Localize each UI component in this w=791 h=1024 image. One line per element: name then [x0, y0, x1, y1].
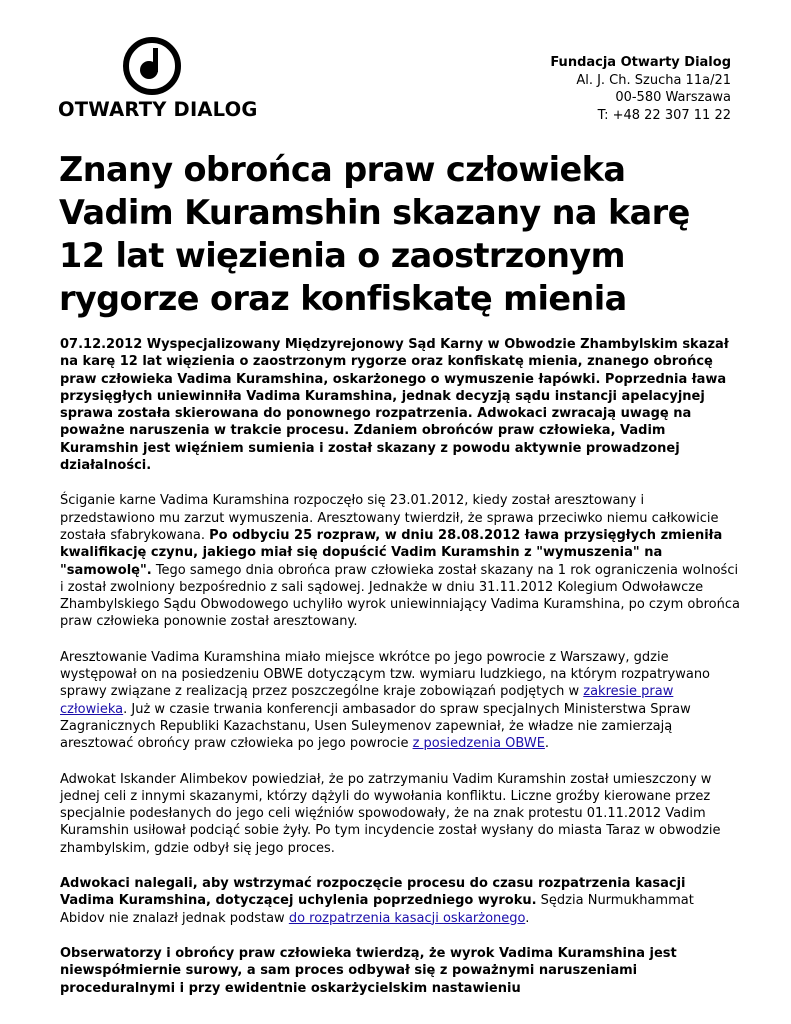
paragraph-lawyer — [60, 771, 740, 857]
otwarty-dialog-logo-icon — [122, 36, 182, 96]
paragraph-text: . — [544, 736, 550, 752]
link-cassation[interactable]: do rozpatrzenia kasacji oskarżonego — [288, 910, 526, 926]
paragraph-cassation — [60, 875, 740, 927]
address-line-1: Al. J. Ch. Szucha 11a/21 — [576, 72, 731, 88]
paragraph-bold-text: Po odbyciu 25 rozpraw, w dniu 28.08.2012 ława przysięgłych zmieniła kwalifikację czynu, jakiego miał się dopuścić Vadim Kuramshin z "wymuszenia" na "samowolę". — [60, 527, 723, 578]
contact-block — [550, 54, 731, 124]
article-body — [60, 336, 740, 1015]
link-human-rights[interactable]: zakresie praw człowieka — [60, 684, 674, 717]
organization-logo — [58, 36, 258, 121]
paragraph-text: Adwokat Iskander Alimbekov powiedział, że po zatrzymaniu Vadim Kuramshin został umieszczony w jednej celi z innymi skazanymi, którzy dążyli do wywołania konfliktu. Liczne groźby kierowane przez specjalnie podesłanych do jego celi więźniów spowodowały, że na znak protestu 01.11.2012 Vadim Kuramshin usiłował podciąć sobie żyły. Po tym incydencie został wysłany do miasta Taraz w obwodzie zhambylskim, gdzie odbył się jego proces. — [60, 771, 721, 856]
paragraph-prosecution — [60, 492, 740, 630]
organization-name: Fundacja Otwarty Dialog — [550, 55, 731, 70]
phone-number: T: +48 22 307 11 22 — [597, 107, 731, 123]
paragraph-text: Sędzia Nurmukhammat Abidov nie znalazł jednak podstaw — [60, 893, 694, 926]
paragraph-arrest — [60, 649, 740, 753]
paragraph-text: Tego samego dnia obrońca praw człowieka został skazany na 1 rok ograniczenia wolności i został zwolniony bezpośrednio z sali sądowej. Jednakże w dniu 31.11.2012 Kolegium Odwoławcze Zhambylskiego Sądu Obwodowego uchyliło wyrok uniewinniający Vadima Kuramshina, po czym obrońca praw człowieka ponownie został aresztowany. — [60, 562, 740, 630]
paragraph-text: . — [525, 910, 530, 926]
paragraph-text: Aresztowanie Vadima Kuramshina miało miejsce wkrótce po jego powrocie z Warszawy, gdzie występował on na posiedzeniu OBWE dotyczącym tzw. wymiaru ludzkiego, na którym rozpatrywano sprawy związane z realizacją przez poszczególne kraje zobowiązań podjętych w — [60, 649, 711, 700]
paragraph-text: Ściganie karne Vadima Kuramshina rozpoczęło się 23.01.2012, kiedy został aresztowany i przedstawiono mu zarzut wymuszenia. Aresztowany twierdził, że sprawa przeciwko niemu całkowicie została sfabrykowana. — [60, 493, 719, 543]
paragraph-bold-text: Obserwatorzy i obrońcy praw człowieka twierdzą, że wyrok Vadima Kuramshina jest niewspółmiernie surowy, a sam proces odbywał się z poważnymi naruszeniami proceduralnymi i przy ewidentnie oskarżycielskim nastawieniu — [60, 945, 677, 996]
paragraph-observers — [60, 945, 740, 997]
link-osce-meeting[interactable]: z posiedzenia OBWE — [412, 736, 545, 752]
address-line-2: 00-580 Warszawa — [615, 90, 731, 105]
paragraph-bold-text: Adwokaci nalegali, aby wstrzymać rozpoczęcie procesu do czasu rozpatrzenia kasacji Vadima Kuramshina, dotyczącej uchylenia poprzedniego wyroku. — [60, 876, 686, 909]
article-title: Znany obrońca praw człowieka Vadim Kuramshin skazany na karę 12 lat więzienia o zaostrzonym rygorze oraz konfiskatę mienia — [59, 150, 690, 318]
logo-wordmark: OTWARTY DIALOG — [58, 98, 258, 121]
lead-text: 07.12.2012 Wyspecjalizowany Międzyrejonowy Sąd Karny w Obwodzie Zhambylskim skazał na karę 12 lat więzienia o zaostrzonym rygorze oraz konfiskatę mienia, znanego obrońcę praw człowieka Vadima Kuramshina, oskarżonego o wymuszenie łapówki. Poprzednia ława przysięgłych uniewinniła Vadima Kuramshina, jednak decyzją sądu instancji apelacyjnej sprawa została skierowana do ponownego rozpatrzenia. Adwokaci zwracają uwagę na poważne naruszenia w trakcie procesu. Zdaniem obrońców praw człowieka, Vadim Kuramshin jest więźniem sumienia i został skazany z powodu aktywnie prowadzonej działalności. — [60, 337, 729, 474]
lead-paragraph — [60, 336, 740, 474]
paragraph-text: . Już w czasie trwania konferencji ambasador do spraw specjalnych Ministerstwa Spraw Zagranicznych Republiki Kazachstanu, Usen Suleymenov zapewniał, że władze nie zamierzają aresztować obrońcy praw człowieka po jego powrocie — [60, 701, 691, 752]
